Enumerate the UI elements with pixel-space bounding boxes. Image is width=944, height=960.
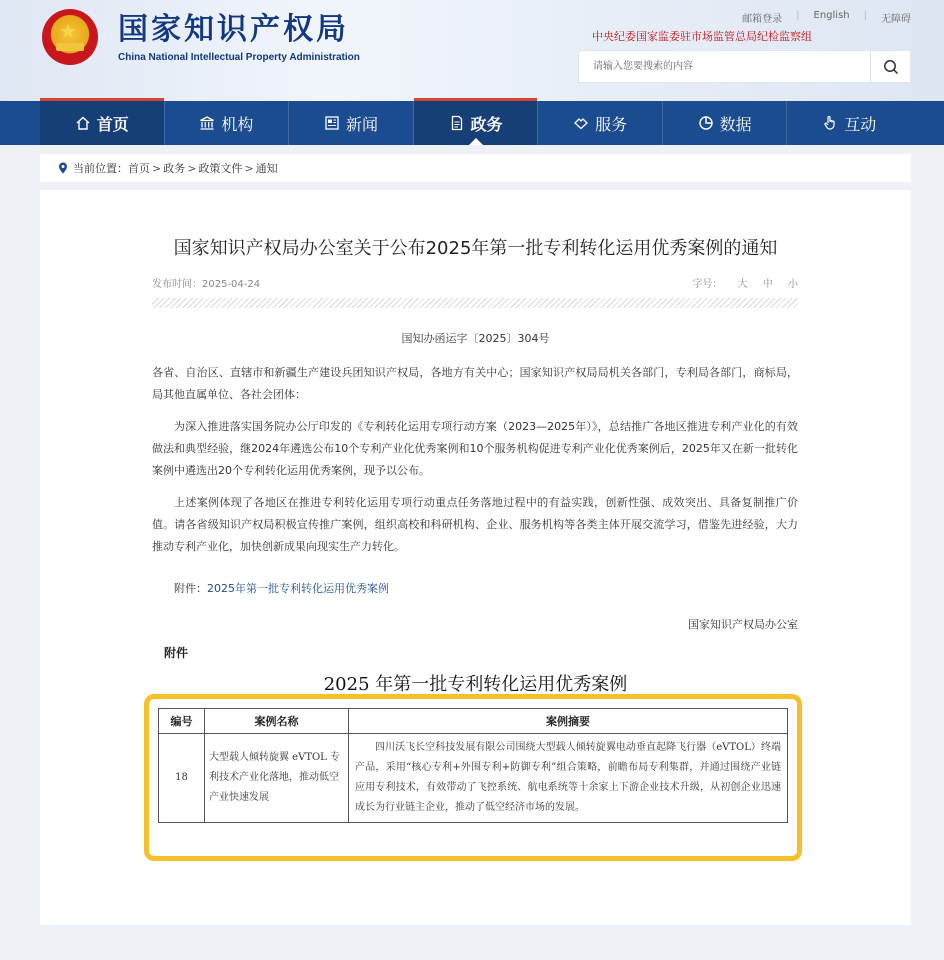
nav-item-institution[interactable]: 机构 [165,101,290,145]
col-header-number: 编号 [159,709,205,734]
english-link[interactable]: English [813,10,850,21]
table-row [159,734,788,823]
font-size-large[interactable]: 大 [737,279,748,290]
case-table [158,708,788,823]
case-summary: 四川沃飞长空科技发展有限公司围绕大型载人倾转旋翼电动垂直起降飞行器（eVTOL）终端产品，采用“核心专利+外围专利+防御专利”组合策略，前瞻布局专利集群，并通过围绕产业链应用专利技术，有效带动了飞控系统、航电系统等十余家上下游企业技术升级，从初创企业迅速成长为行业链主企业，推动了低空经济市场的发展。 [349,734,788,823]
breadcrumb-notice[interactable]: 通知 [255,162,278,175]
article-panel [40,190,911,925]
table-title: 2025 年第一批专利转化运用优秀案例 [323,674,628,695]
search-button[interactable] [870,51,910,82]
top-links: 邮箱登录 | English | 无障碍 [728,10,911,25]
logo-title-en[interactable]: China National Intellectual Property Administration [118,52,360,63]
home-icon [75,115,91,131]
nav-item-home[interactable]: 首页 [40,101,165,145]
attachment-link[interactable]: 2025年第一批专利转化运用优秀案例 [207,582,389,595]
nav-item-news[interactable]: 新闻 [289,101,414,145]
paragraph-recipients: 各省、自治区、直辖市和新疆生产建设兵团知识产权局，各地方有关中心；国家知识产权局局机关各部门，专利局各部门，商标局，局其他直属单位、各社会团体： [152,366,798,401]
font-size-label: 字号： [692,279,723,290]
paragraph-1: 为深入推进落实国务院办公厅印发的《专利转化运用专项行动方案（2023—2025年）》，总结推广各地区推进专利产业化的有效做法和典型经验，继2024年遴选公布10个专利产业化优秀案例和10个服务机构促进专利产业化优秀案例后，2025年又在新一批转化案例中遴选出20个专利转化运用优秀案例，现予以公布。 [152,420,798,477]
font-size-medium[interactable]: 中 [762,279,773,290]
table-header-row [159,709,788,734]
publish-time: 发布时间：2025-04-24 [152,279,261,290]
service-icon [573,115,589,131]
document-number: 国知办函运字〔2025〕304号 [401,332,550,345]
col-header-summary: 案例摘要 [349,709,788,734]
accessibility-link[interactable]: 无障碍 [881,14,911,25]
search-box [578,50,911,83]
nav-item-service[interactable]: 服务 [538,101,663,145]
font-size-switch [692,275,798,290]
breadcrumb-prefix: 当前位置： [73,162,128,175]
search-icon [883,59,899,75]
nav-item-interaction[interactable]: 互动 [787,101,911,145]
hand-icon [822,115,838,131]
breadcrumb-policy-documents[interactable]: 政策文件 [198,162,243,175]
main-nav [0,101,944,145]
nav-item-government-affairs[interactable]: 政务 [414,101,539,145]
mail-login-link[interactable]: 邮箱登录 [742,14,783,25]
institution-icon [199,115,215,131]
document-icon [449,115,465,131]
divider [152,298,798,308]
article-body [152,362,798,568]
signature: 国家知识产权局办公室 [688,618,798,631]
news-icon [324,115,340,131]
breadcrumb-home[interactable]: 首页 [128,162,150,175]
article-meta [152,275,798,290]
site-header [0,0,944,101]
pie-chart-icon [698,115,714,131]
font-size-small[interactable]: 小 [788,279,798,290]
supervision-link[interactable]: 中央纪委国家监委驻市场监管总局纪检监察组 [592,30,812,43]
paragraph-2: 上述案例体现了各地区在推进专利转化运用专项行动重点任务落地过程中的有益实践，创新性强、成效突出、具备复制推广价值。请各省级知识产权局积极宣传推广案例，组织高校和科研机构、企业、服务机构等各类主体开展交流学习，借鉴先进经验，大力推动专利产业化，加快创新成果向现实生产力转化。 [152,496,798,553]
national-emblem-icon[interactable]: ★ [42,9,98,65]
appendix-heading: 附件 [164,646,189,660]
case-name: 大型载人倾转旋翼 eVTOL 专利技术产业化落地，推动低空产业快速发展 [205,734,349,823]
article-title: 国家知识产权局办公室关于公布2025年第一批专利转化运用优秀案例的通知 [173,238,778,259]
breadcrumb-government-affairs[interactable]: 政务 [163,162,186,175]
location-pin-icon [58,162,68,174]
col-header-name: 案例名称 [205,709,349,734]
search-input[interactable] [579,51,869,82]
case-number: 18 [159,734,205,823]
breadcrumb: 当前位置： 首页 > 政务 > 政策文件 > 通知 [40,154,911,182]
attachment-label: 附件： [174,582,207,595]
logo-title-cn[interactable]: 国家知识产权局 [118,12,349,47]
nav-item-data[interactable]: 数据 [663,101,788,145]
attachment [174,580,389,596]
